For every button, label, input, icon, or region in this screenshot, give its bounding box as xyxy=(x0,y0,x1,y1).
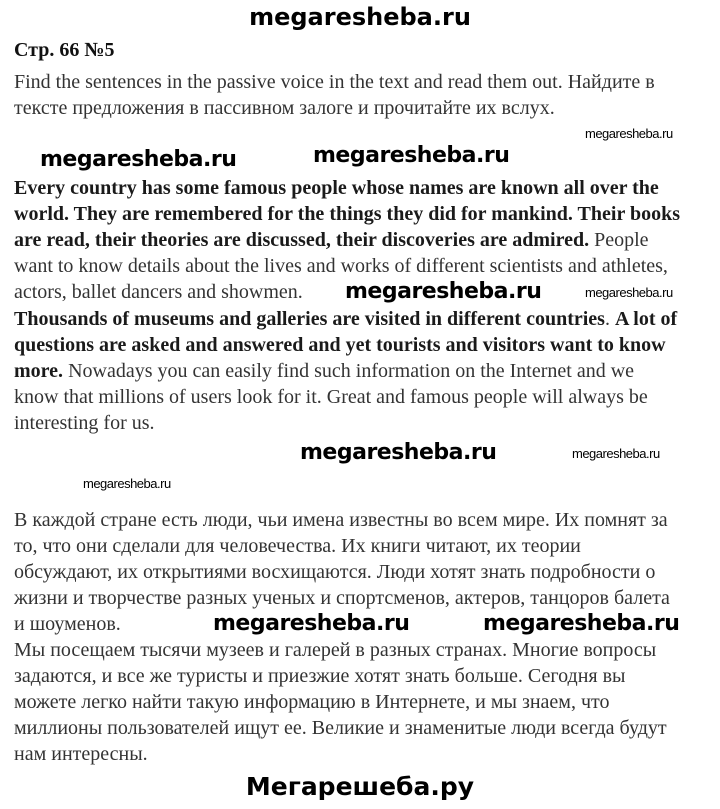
watermark: megaresheba.ru xyxy=(300,440,497,465)
watermark: megaresheba.ru xyxy=(83,476,171,491)
text-segment: миллионы пользователей ищут ее. Великие и знаменитые люди всегда будут xyxy=(14,717,667,739)
text-segment: В каждой стране есть люди, чьи имена известны во всем мире. Их помнят за xyxy=(14,509,668,531)
text-segment: Find the sentences in the passive voice in the text and read them out. Найдите в xyxy=(14,71,655,93)
text-line xyxy=(14,228,649,252)
passive-voice-text: are read, their theories are discussed, their discoveries are admired. xyxy=(14,229,590,251)
text-line xyxy=(14,508,668,532)
text-line xyxy=(14,638,656,662)
text-line xyxy=(14,411,155,435)
text-line xyxy=(14,359,634,383)
passive-voice-text: Thousands of museums and galleries are visited in different countries xyxy=(14,308,605,330)
text-line xyxy=(14,202,680,226)
text-line xyxy=(14,176,659,200)
watermark: megaresheba.ru xyxy=(313,143,510,168)
watermark: megaresheba.ru xyxy=(483,611,680,636)
passive-voice-text: Every country has some famous people whose names are known all over the xyxy=(14,177,659,199)
watermark: megaresheba.ru xyxy=(345,279,542,304)
text-line xyxy=(14,254,668,278)
text-segment: тексте предложения в пассивном залоге и прочитайте их вслух. xyxy=(14,97,555,119)
text-segment: нам интересны. xyxy=(14,743,148,765)
text-segment: want to know details about the lives and works of different scientists and athletes, xyxy=(14,255,668,277)
text-segment: . xyxy=(604,308,615,330)
text-segment: Мы посещаем тысячи музеев и галерей в разных странах. Многие вопросы xyxy=(14,639,657,661)
text-line xyxy=(14,534,581,558)
text-segment: обсуждают, их открытиями восхищаются. Люди хотят знать подробности о xyxy=(14,561,656,583)
text-line xyxy=(14,307,677,331)
watermark: megaresheba.ru xyxy=(585,126,673,141)
passive-voice-text: world. They are remembered for the things they did for mankind. Their books xyxy=(14,203,680,225)
text-segment: interesting for us. xyxy=(14,412,155,434)
passive-voice-text: A lot of xyxy=(614,308,678,330)
text-line xyxy=(14,560,655,584)
passive-voice-text: questions are asked and answered and yet tourists and visitors want to know xyxy=(14,334,666,356)
watermark: megaresheba.ru xyxy=(572,446,660,461)
site-header-watermark: megaresheba.ru xyxy=(249,3,471,31)
text-line xyxy=(14,612,121,636)
text-line xyxy=(14,385,648,409)
watermark: megaresheba.ru xyxy=(213,611,410,636)
text-line xyxy=(14,690,610,714)
text-segment: Nowadays you can easily find such information on the Internet and we xyxy=(63,360,635,382)
text-segment: и шоуменов. xyxy=(14,613,121,635)
text-segment: задаются, и все же туристы и приезжие хотят знать больше. Сегодня вы xyxy=(14,665,626,687)
site-footer-watermark: Мегарешеба.ру xyxy=(245,772,475,801)
text-line xyxy=(14,96,555,120)
text-line xyxy=(14,586,670,610)
text-segment: жизни и творчестве разных ученых и спортсменов, актеров, танцоров балета xyxy=(14,587,670,609)
watermark: megaresheba.ru xyxy=(585,285,673,300)
text-line xyxy=(14,664,625,688)
text-line xyxy=(14,742,148,766)
text-line xyxy=(14,70,655,94)
text-segment: actors, ballet dancers and showmen. xyxy=(14,281,303,303)
watermark: megaresheba.ru xyxy=(40,147,237,172)
text-segment: People xyxy=(589,229,649,251)
passive-voice-text: more. xyxy=(14,360,64,382)
text-line xyxy=(14,716,667,740)
text-segment: know that millions of users look for it. Great and famous people will always be xyxy=(14,386,648,408)
exercise-title: Стр. 66 №5 xyxy=(14,39,115,61)
text-segment: то, что они сделали для человечества. Их книги читают, их теории xyxy=(14,535,581,557)
text-line xyxy=(14,333,666,357)
text-segment: можете легко найти такую информацию в Интернете, и мы знаем, что xyxy=(14,691,610,713)
text-line xyxy=(14,280,303,304)
